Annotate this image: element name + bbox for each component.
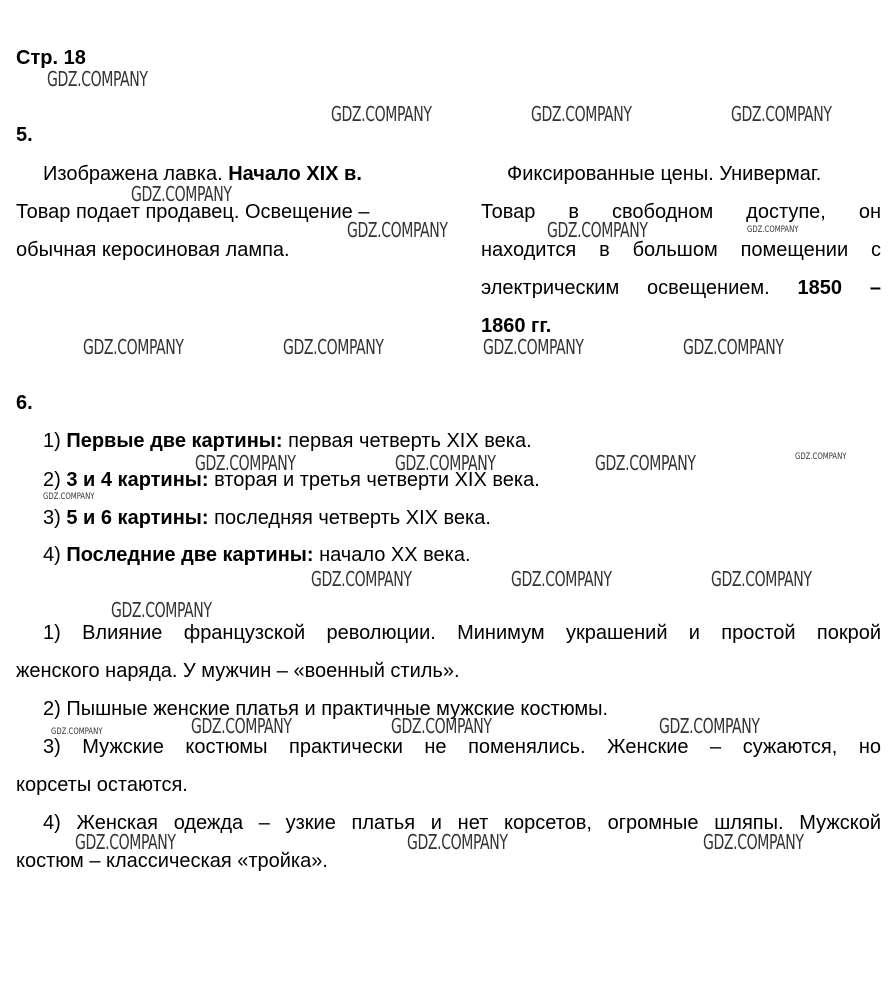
- watermark: GDZ.COMPANY: [75, 830, 176, 854]
- period-item-4: [43, 543, 471, 567]
- watermark: GDZ.COMPANY: [659, 714, 760, 738]
- watermark: GDZ.COMPANY: [595, 451, 696, 475]
- period-item-1-text: первая четверть XIX века.: [282, 430, 532, 452]
- period-item-2-text: вторая и третья четверти XIX века.: [208, 469, 540, 491]
- watermark: GDZ.COMPANY: [111, 598, 212, 622]
- period-item-4-label: Последние две картины:: [66, 544, 314, 566]
- watermark: GDZ.COMPANY: [391, 714, 492, 738]
- watermark: GDZ.COMPANY: [731, 102, 832, 126]
- watermark: GDZ.COMPANY: [683, 335, 784, 359]
- task-5-left-line-2: Товар подает продавец. Освещение –: [16, 201, 370, 223]
- watermark: GDZ.COMPANY: [195, 451, 296, 475]
- fashion-item-4-line-1: 4) Женская одежда – узкие платья и нет корсетов, огромные шляпы. Мужской: [43, 812, 881, 834]
- watermark: GDZ.COMPANY: [43, 492, 95, 502]
- watermark: GDZ.COMPANY: [511, 567, 612, 591]
- watermark: GDZ.COMPANY: [51, 727, 103, 737]
- task-5-left-date: Начало XIX в.: [228, 163, 362, 185]
- page-header: Стр. 18: [16, 47, 86, 69]
- watermark: GDZ.COMPANY: [47, 67, 148, 91]
- watermark: GDZ.COMPANY: [795, 452, 847, 462]
- watermark: GDZ.COMPANY: [347, 218, 448, 242]
- watermark: GDZ.COMPANY: [191, 714, 292, 738]
- fashion-item-3-line-1: 3) Мужские костюмы практически не поменялись. Женские – сужаются, но: [43, 736, 881, 758]
- task-5-right-date-end: 1860 гг.: [481, 315, 552, 337]
- fashion-item-2-line-1: 2) Пышные женские платья и практичные мужские костюмы.: [43, 698, 609, 720]
- task-5-left-line-1-text: Изображена лавка.: [43, 163, 229, 185]
- task-5-right-line-1: Фиксированные цены. Универмаг.: [507, 163, 822, 185]
- watermark: GDZ.COMPANY: [83, 335, 184, 359]
- period-item-2-label: 3 и 4 картины:: [66, 469, 209, 491]
- period-item-3-text: последняя четверть XIX века.: [208, 507, 491, 529]
- fashion-item-1-line-2: женского наряда. У мужчин – «военный стиль».: [16, 660, 460, 682]
- watermark: GDZ.COMPANY: [711, 567, 812, 591]
- task-6-number: 6.: [16, 392, 33, 414]
- task-5-left-line-3: обычная керосиновая лампа.: [16, 239, 290, 261]
- fashion-item-1-line-1: 1) Влияние французской революции. Минимум украшений и простой покрой: [43, 622, 881, 644]
- watermark: GDZ.COMPANY: [483, 335, 584, 359]
- watermark: GDZ.COMPANY: [331, 102, 432, 126]
- period-item-3: [43, 506, 491, 530]
- period-item-1-label: Первые две картины:: [66, 430, 283, 452]
- period-item-4-text: начало XX века.: [313, 544, 471, 566]
- task-5-right-line-3: находится в большом помещении с: [481, 239, 881, 261]
- watermark: GDZ.COMPANY: [283, 335, 384, 359]
- watermark: GDZ.COMPANY: [531, 102, 632, 126]
- task-5-right-line-4: [481, 276, 881, 300]
- task-5-right-date-start: 1850 –: [797, 277, 882, 299]
- watermark: GDZ.COMPANY: [311, 567, 412, 591]
- watermark: GDZ.COMPANY: [703, 830, 804, 854]
- period-item-1-num: 1): [43, 430, 67, 452]
- fashion-item-4-line-2: костюм – классическая «тройка».: [16, 850, 328, 872]
- fashion-item-3-line-2: корсеты остаются.: [16, 774, 188, 796]
- watermark: GDZ.COMPANY: [747, 225, 799, 235]
- period-item-3-num: 3): [43, 507, 67, 529]
- watermark: GDZ.COMPANY: [395, 451, 496, 475]
- watermark: GDZ.COMPANY: [407, 830, 508, 854]
- watermark: GDZ.COMPANY: [131, 182, 232, 206]
- period-item-1: [43, 429, 532, 453]
- period-item-4-num: 4): [43, 544, 67, 566]
- task-5-right-line-4-text: электрическим освещением.: [481, 277, 798, 299]
- task-5-right-line-2: Товар в свободном доступе, он: [481, 201, 881, 223]
- period-item-2-num: 2): [43, 469, 67, 491]
- watermark: GDZ.COMPANY: [547, 218, 648, 242]
- task-5-number: 5.: [16, 124, 33, 146]
- period-item-3-label: 5 и 6 картины:: [66, 507, 209, 529]
